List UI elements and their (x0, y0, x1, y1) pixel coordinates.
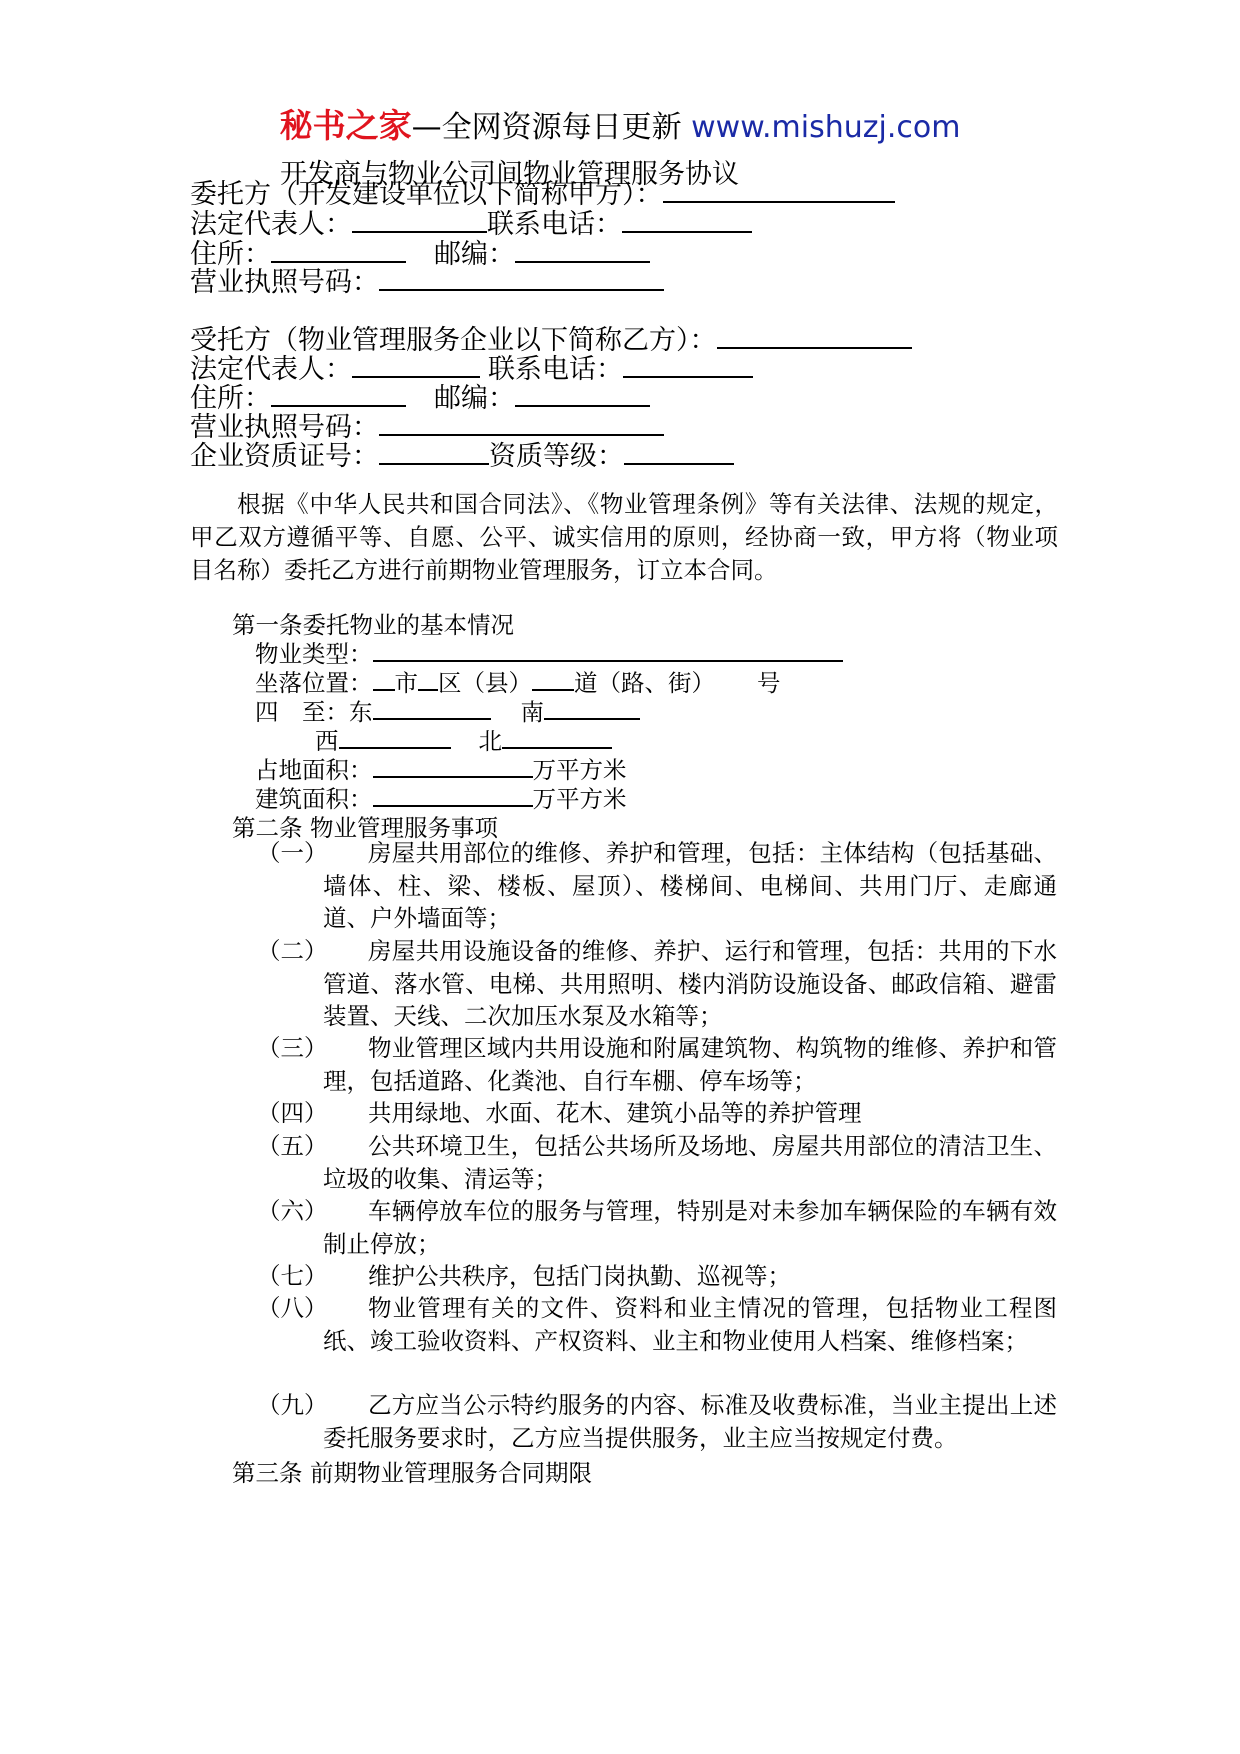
service-item-number: （八） (257, 1294, 328, 1322)
property-type-label: 物业类型： (255, 640, 373, 668)
party-a-license-line (190, 260, 664, 299)
party-b-address-field[interactable] (271, 381, 406, 407)
banner-slogan: —全网资源每日更新 (411, 110, 682, 145)
party-a-rep-label: 法定代表人： (190, 209, 352, 240)
party-a-name-field[interactable] (663, 177, 895, 203)
north-bound-field[interactable] (502, 723, 612, 749)
party-b-address-label: 住所： (190, 383, 271, 414)
party-b-zip-field[interactable] (515, 381, 650, 407)
build-area-field[interactable] (373, 781, 533, 807)
party-b-phone-label: 联系电话： (488, 354, 623, 385)
party-a-license-label: 营业执照号码： (190, 267, 379, 298)
service-item (257, 837, 1057, 935)
banner-brand: 秘书之家 (279, 106, 412, 145)
north-bound-label: 北 (478, 727, 502, 755)
road-label: 道（路、街） (574, 669, 715, 697)
build-area-unit: 万平方米 (532, 785, 627, 813)
city-label: 市 (394, 669, 418, 697)
party-a-phone-label: 联系电话： (487, 209, 622, 240)
south-bound-field[interactable] (544, 694, 640, 720)
service-item (257, 1292, 1057, 1357)
party-b-cert-line (190, 434, 734, 473)
east-bound-label: 四 至：东 (255, 698, 373, 726)
article-3-heading: 第三条 前期物业管理服务合同期限 (232, 1459, 592, 1487)
service-item-number: （六） (257, 1197, 328, 1225)
service-item-number: （二） (257, 937, 328, 965)
party-b-zip-label: 邮编： (434, 383, 515, 414)
party-b-cert-label: 企业资质证号： (190, 441, 379, 472)
article-1-heading: 第一条委托物业的基本情况 (232, 611, 514, 639)
service-item-text: 房屋共用设施设备的维修、养护、运行和管理，包括：共用的下水管道、落水管、电梯、共用照明、楼内消防设施设备、邮政信箱、避雷装置、天线、二次加压水泵及水箱等； (323, 937, 1057, 1030)
service-item-number: （五） (257, 1132, 328, 1160)
service-item (257, 935, 1057, 1033)
service-item-text: 物业管理有关的文件、资料和业主情况的管理，包括物业工程图纸、竣工验收资料、产权资料、业主和物业使用人档案、维修档案； (323, 1294, 1057, 1355)
party-a-address-label: 住所： (190, 239, 271, 270)
service-item-number: （九） (257, 1391, 328, 1419)
party-b-level-label: 资质等级： (489, 441, 624, 472)
city-field[interactable] (373, 665, 395, 691)
party-a-phone-field[interactable] (622, 207, 752, 233)
west-bound-field[interactable] (339, 723, 451, 749)
land-area-unit: 万平方米 (532, 756, 627, 784)
district-label: 区（县） (438, 669, 532, 697)
service-item (257, 1130, 1057, 1195)
intro-paragraph: 根据《中华人民共和国合同法》、《物业管理条例》等有关法律、法规的规定，甲乙双方遵循平等、自愿、公平、诚实信用的原则，经协商一致，甲方将（物业项目名称）委托乙方进行前期物业管理服务，订立本合同。 (190, 490, 1058, 584)
service-item (257, 1260, 1057, 1293)
east-bound-field[interactable] (373, 694, 491, 720)
party-b-level-field[interactable] (624, 439, 734, 465)
party-b-rep-label: 法定代表人： (190, 354, 352, 385)
article-2-heading: 第二条 物业管理服务事项 (232, 814, 498, 842)
district-field[interactable] (418, 665, 438, 691)
party-b-license-label: 营业执照号码： (190, 412, 379, 443)
land-area-label: 占地面积： (255, 756, 373, 784)
party-a-license-field[interactable] (379, 265, 664, 291)
west-bound-label: 西 (315, 727, 339, 755)
location-label: 坐落位置： (255, 669, 373, 697)
service-item-number: （一） (257, 839, 328, 867)
party-a-entrust-label: 委托方（开发建设单位以下简称甲方）： (190, 179, 663, 210)
service-item-number: （四） (257, 1099, 328, 1127)
service-item-text: 物业管理区域内共用设施和附属建筑物、构筑物的维修、养护和管理，包括道路、化粪池、自行车棚、停车场等； (323, 1034, 1057, 1095)
party-b-phone-field[interactable] (623, 352, 753, 378)
service-item (257, 1389, 1057, 1454)
service-item-text: 公共环境卫生，包括公共场所及场地、房屋共用部位的清洁卫生、垃圾的收集、清运等； (323, 1132, 1057, 1193)
service-item-text: 乙方应当公示特约服务的内容、标准及收费标准，当业主提出上述委托服务要求时，乙方应当提供服务，业主应当按规定付费。 (323, 1391, 1057, 1452)
service-item-text: 车辆停放车位的服务与管理，特别是对未参加车辆保险的车辆有效制止停放； (323, 1197, 1057, 1258)
banner-url-link[interactable]: www.mishuzj.com (691, 110, 961, 145)
party-b-cert-field[interactable] (379, 439, 489, 465)
party-b-rep-field[interactable] (352, 352, 480, 378)
service-item-number: （七） (257, 1262, 328, 1290)
service-item-text: 维护公共秩序，包括门岗执勤、巡视等； (368, 1262, 791, 1290)
party-b-name-field[interactable] (717, 323, 912, 349)
party-b-license-field[interactable] (379, 410, 664, 436)
build-area-label: 建筑面积： (255, 785, 373, 813)
document-title: 开发商与物业公司间物业管理服务协议 (280, 159, 739, 190)
number-label: 号 (757, 669, 781, 697)
party-a-zip-label: 邮编： (434, 239, 515, 270)
party-a-rep-field[interactable] (352, 207, 487, 233)
service-item-number: （三） (257, 1034, 328, 1062)
service-item (257, 1032, 1057, 1097)
land-area-field[interactable] (373, 752, 533, 778)
service-item-text: 房屋共用部位的维修、养护和管理，包括：主体结构（包括基础、墙体、柱、梁、楼板、屋顶）、楼梯间、电梯间、共用门厅、走廊通道、户外墙面等； (323, 839, 1057, 932)
south-bound-label: 南 (520, 698, 544, 726)
property-type-field[interactable] (373, 636, 843, 662)
service-item (257, 1097, 1057, 1130)
road-field[interactable] (532, 665, 574, 691)
service-item-text: 共用绿地、水面、花木、建筑小品等的养护管理 (368, 1099, 862, 1127)
site-banner (0, 100, 1240, 147)
party-b-entrust-label: 受托方（物业管理服务企业以下简称乙方）： (190, 325, 717, 356)
service-item (257, 1195, 1057, 1260)
